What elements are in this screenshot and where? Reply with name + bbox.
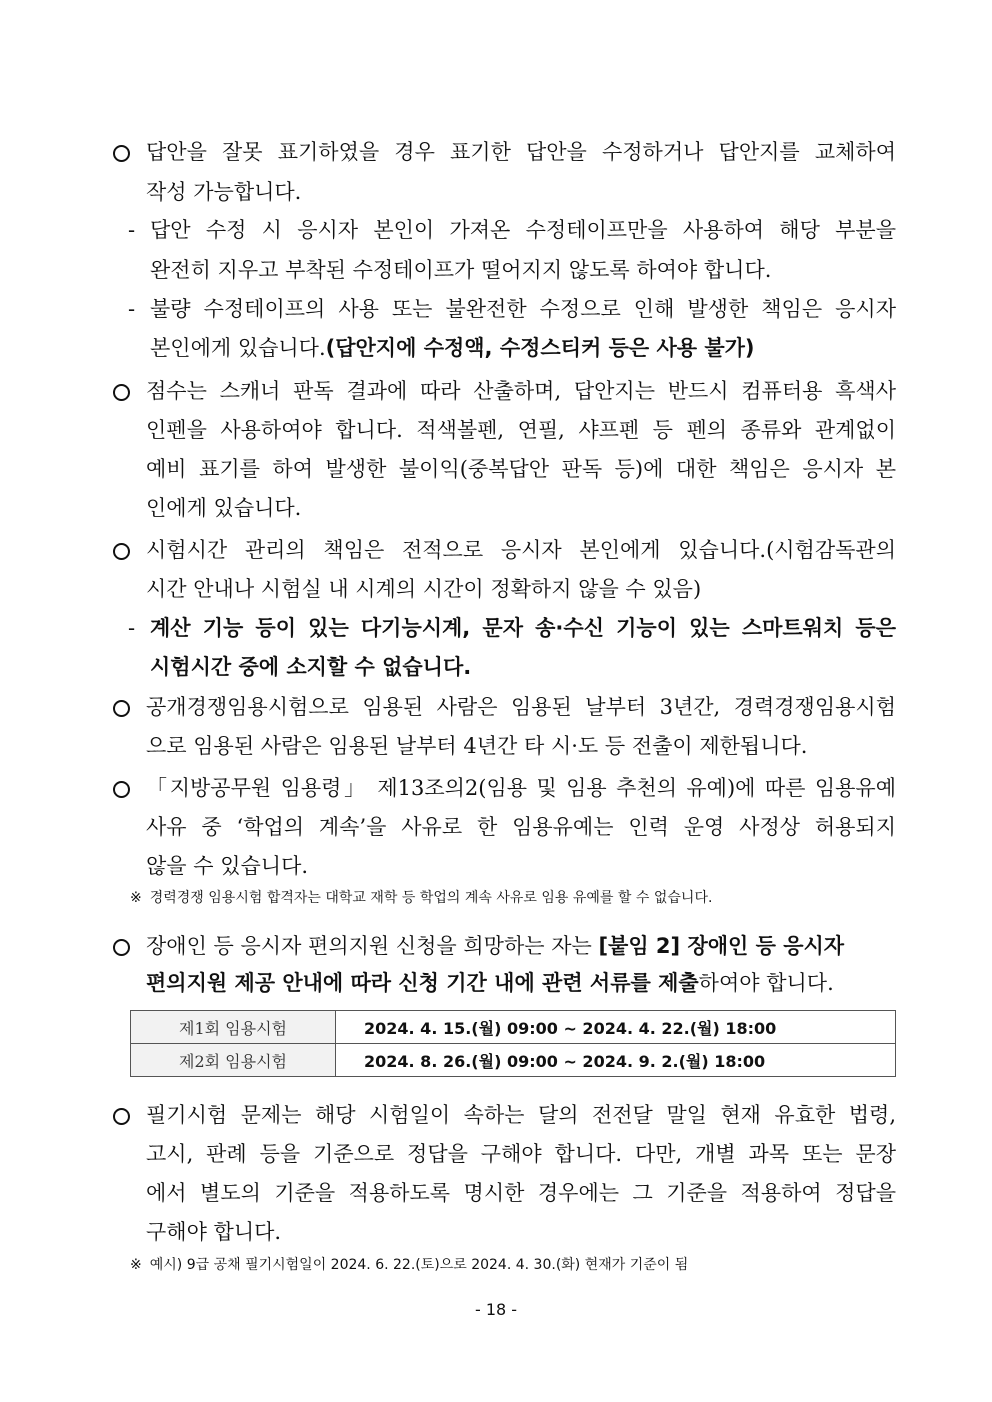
s1-sub1-line2: 완전히 지우고 부착된 수정테이프가 떨어지지 않도록 하여야 합니다. [150, 258, 772, 282]
schedule-value: 2024. 4. 15.(월) 09:00 ~ 2024. 4. 22.(월) 18:00 [336, 1011, 896, 1044]
page-number: - 18 - [474, 1300, 518, 1319]
schedule-value: 2024. 8. 26.(월) 09:00 ~ 2024. 9. 2.(월) 18:00 [336, 1044, 896, 1077]
s6-line1 [146, 931, 844, 961]
s1-line1: 답안을 잘못 표기하였을 경우 표기한 답안을 수정하거나 답안지를 교체하여 [146, 140, 896, 164]
bullet-circle-icon [113, 781, 130, 798]
s2-line3: 예비 표기를 하여 발생한 불이익(중복답안 판독 등)에 대한 책임은 응시자 본 [146, 457, 896, 481]
s7-line1: 필기시험 문제는 해당 시험일이 속하는 달의 전전달 말일 현재 유효한 법령, [146, 1103, 896, 1127]
s6-line1-bold: [붙임 2] 장애인 등 응시자 [598, 934, 845, 958]
bullet-circle-icon [113, 939, 130, 956]
s5-note-text: 경력경쟁 임용시험 합격자는 대학교 재학 등 학업의 계속 사유로 임용 유예를 할 수 없습니다. [149, 890, 713, 906]
s1-sub2-line2 [150, 333, 755, 363]
s6-line1-normal: 장애인 등 응시자 편의지원 신청을 희망하는 자는 [146, 934, 599, 958]
s7-line4: 구해야 합니다. [146, 1220, 282, 1244]
s5-line1: 「지방공무원 임용령」 제13조의2(임용 및 임용 추천의 유예)에 따른 임용유예 [146, 776, 896, 800]
note-mark: ※ [130, 1257, 142, 1273]
bullet-circle-icon [113, 145, 130, 162]
s7-note [130, 1255, 688, 1275]
schedule-table [130, 1010, 896, 1077]
s5-line2: 사유 중 ‘학업의 계속’을 사유로 한 임용유예는 인력 운영 사정상 허용되지 [146, 815, 896, 839]
s5-note [130, 888, 712, 908]
s7-line3: 에서 별도의 기준을 적용하도록 명시한 경우에는 그 기준을 적용하여 정답을 [146, 1181, 896, 1205]
s4-line1: 공개경쟁임용시험으로 임용된 사람은 임용된 날부터 3년간, 경력경쟁임용시험 [146, 695, 896, 719]
s7-note-text: 예시) 9급 공채 필기시험일이 2024. 6. 22.(토)으로 2024. 4. 30.(화) 현재가 기준이 됨 [149, 1257, 689, 1273]
s4-line2: 으로 임용된 사람은 임용된 날부터 4년간 타 시·도 등 전출이 제한됩니다. [146, 734, 808, 758]
s1-sub2-line2-bold: (답안지에 수정액, 수정스티커 등은 사용 불가) [325, 336, 755, 360]
schedule-label: 제2회 임용시험 [131, 1044, 336, 1077]
s2-line2: 인펜을 사용하여야 합니다. 적색볼펜, 연필, 샤프펜 등 펜의 종류와 관계없이 [146, 418, 896, 442]
s3-line2: 시간 안내나 시험실 내 시계의 시간이 정확하지 않을 수 있음) [146, 577, 702, 601]
schedule-label: 제1회 임용시험 [131, 1011, 336, 1044]
s1-sub1-line1: 답안 수정 시 응시자 본인이 가져온 수정테이프만을 사용하여 해당 부분을 [150, 218, 896, 242]
s1-line2: 작성 가능합니다. [146, 180, 302, 204]
s1-sub2-line2-normal: 본인에게 있습니다. [150, 336, 326, 360]
dash-marker: - [128, 218, 136, 242]
bullet-circle-icon [113, 543, 130, 560]
bullet-circle-icon [113, 1108, 130, 1125]
s6-line2-bold: 편의지원 제공 안내에 따라 신청 기간 내에 관련 서류를 제출 [146, 971, 699, 995]
s5-line3: 않을 수 있습니다. [146, 854, 309, 878]
table-row [131, 1011, 896, 1044]
dash-marker: - [128, 297, 136, 321]
bullet-circle-icon [113, 384, 130, 401]
s2-line1: 점수는 스캐너 판독 결과에 따라 산출하며, 답안지는 반드시 컴퓨터용 흑색사 [146, 379, 896, 403]
s3-line1: 시험시간 관리의 책임은 전적으로 응시자 본인에게 있습니다.(시험감독관의 [146, 538, 896, 562]
s7-line2: 고시, 판례 등을 기준으로 정답을 구해야 합니다. 다만, 개별 과목 또는 문장 [146, 1142, 896, 1166]
s1-sub2-line1: 불량 수정테이프의 사용 또는 불완전한 수정으로 인해 발생한 책임은 응시자 [150, 297, 896, 321]
bullet-circle-icon [113, 700, 130, 717]
dash-marker: - [128, 616, 136, 640]
s2-line4: 인에게 있습니다. [146, 496, 302, 520]
s3-sub1-line2: 시험시간 중에 소지할 수 없습니다. [150, 655, 472, 679]
s6-line2 [146, 968, 834, 998]
s3-sub1-line1: 계산 기능 등이 있는 다기능시계, 문자 송·수신 기능이 있는 스마트워치 등은 [150, 616, 896, 640]
note-mark: ※ [130, 890, 142, 906]
table-row [131, 1044, 896, 1077]
s6-line2-normal: 하여야 합니다. [698, 971, 834, 995]
